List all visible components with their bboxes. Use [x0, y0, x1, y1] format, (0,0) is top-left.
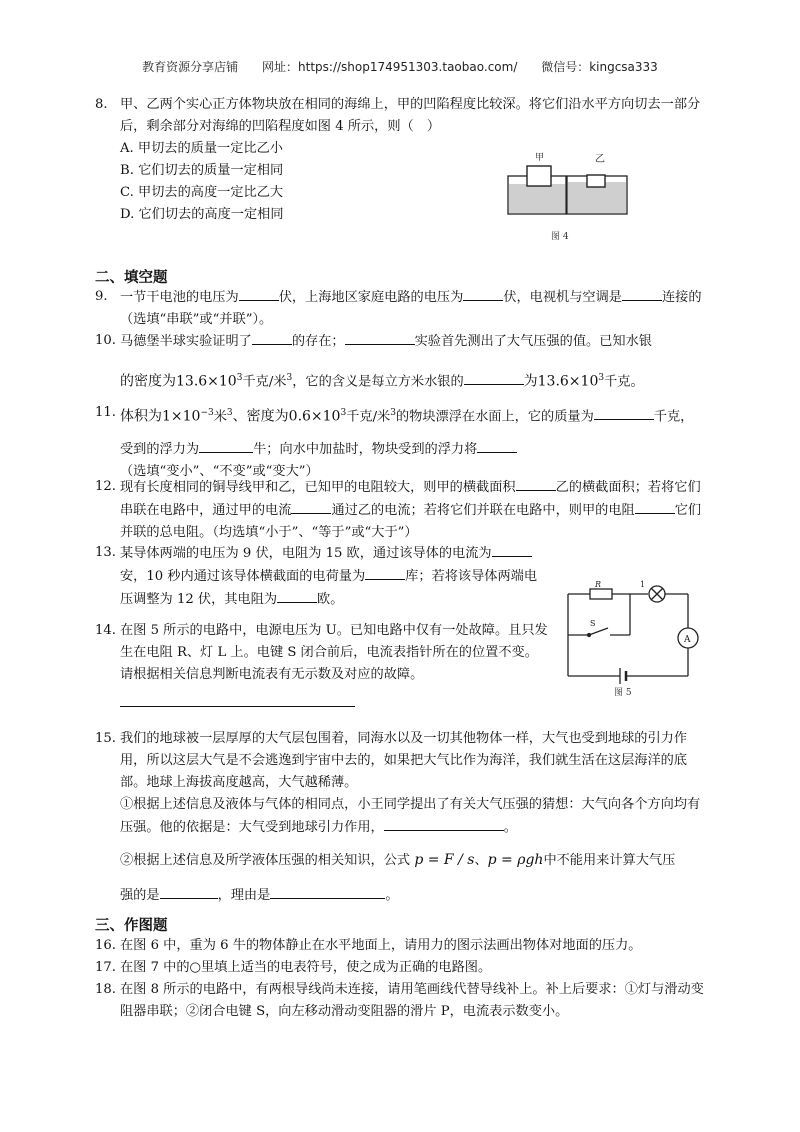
answer-blank[interactable]	[270, 884, 385, 899]
question-12	[95, 476, 710, 544]
label-jia: 甲	[535, 153, 545, 163]
q15-sub-1-end: 。	[503, 820, 517, 835]
question-number: 8.	[95, 97, 108, 112]
q13-text-2: 安，10 秒内通过该导体横截面的电荷量为	[120, 569, 366, 584]
label-yi: 乙	[595, 154, 605, 165]
q11-text-7: 受到的浮力为	[120, 442, 200, 458]
figure-4-drawing	[505, 146, 635, 246]
question-9	[95, 286, 710, 331]
q10-sup-3: 3	[598, 373, 605, 383]
answer-blank[interactable]	[365, 565, 405, 580]
question-number: 13.	[95, 545, 116, 560]
q15-sub-2b: 中不能用来计算大气压	[543, 853, 676, 868]
q18-text: 在图 8 所示的电路中，有两根导线尚未连接，请用笔画线代替导线补上。补上后要求：①灯与滑动变阻器串联；②闭合电键 S，向左移动滑动变阻器的滑片 P，电流表示数变小。	[120, 982, 704, 1019]
question-number: 16.	[95, 938, 116, 953]
q13-text-1: 某导体两端的电压为 9 伏，电阻为 15 欧，通过该导体的电流为	[120, 546, 492, 561]
question-14	[95, 620, 550, 715]
q11-text-5: 的物块漂浮在水面上，它的质量为	[395, 409, 594, 425]
question-number: 15.	[95, 731, 116, 746]
q11-text-4: 千克/米	[346, 409, 391, 425]
figure-5-caption: 图 5	[614, 688, 632, 698]
option-c[interactable]: C. 甲切去的高度一定比乙大	[120, 185, 284, 200]
answer-blank[interactable]	[120, 692, 355, 707]
q11-text-8: 牛；向水中加盐时，物块受到的浮力将	[253, 442, 478, 458]
question-15	[95, 728, 710, 907]
q15-sep: 、	[474, 853, 488, 868]
q15-sub-2d: ，理由是	[217, 888, 271, 903]
question-number: 10.	[95, 333, 116, 348]
question-13	[95, 542, 550, 611]
block-jia	[527, 166, 551, 186]
q10-text-5: 千克/米	[242, 374, 287, 390]
label-A: A	[684, 635, 691, 645]
q10-math-2: 为13.6×10	[523, 373, 599, 390]
q12-text-3: 通过乙的电流；若将它们并联在电路中，则甲的电阻	[331, 503, 635, 518]
q11-text-6: 千克，	[653, 409, 694, 425]
q9-text-2: 伏，上海地区家庭电路的电压为	[278, 290, 464, 305]
q11-text-9: （选填“变小”、“不变”或“变大”）	[120, 464, 319, 480]
q9-text-4: 连接的（选填“串联”或“并联”）。	[120, 290, 702, 327]
q11-sup-3: 3	[340, 408, 347, 418]
q13-text-4: 欧。	[317, 592, 344, 607]
figure-4	[505, 146, 635, 246]
wechat-id: 微信号：kingcsa333	[541, 60, 658, 74]
answer-blank[interactable]	[635, 499, 675, 514]
q9-text-1: 一节干电池的电压为	[120, 290, 239, 305]
answer-blank[interactable]	[492, 542, 532, 557]
answer-blank[interactable]	[291, 499, 331, 514]
answer-blank[interactable]	[477, 438, 517, 453]
q11-sup-1: −3	[200, 408, 214, 418]
question-16	[95, 935, 710, 957]
answer-blank[interactable]	[252, 330, 292, 345]
q10-math-1: 的密度为13.6×10	[120, 373, 237, 390]
q13-text-3: 库；若将该导体两端电压调整为 12 伏，其电阻为	[120, 569, 538, 607]
answer-blank[interactable]	[594, 405, 654, 420]
q11-text-2: 米	[213, 409, 227, 425]
q10-text-3: 实验首先测出了大气压强的值。已知水银	[414, 334, 652, 349]
q15-intro: 我们的地球被一层厚厚的大气层包围着，同海水以及一切其他物体一样，大气也受到地球的引力作用，所以这层大气是不会逃逸到宇宙中去的，如果把大气比作为海洋，我们就生活在这层海洋的底部。地球上海拔高度越高，大气越稀薄。	[120, 731, 688, 790]
q11-sup-4: 3	[390, 408, 396, 418]
answer-blank[interactable]	[622, 286, 662, 301]
q10-text-8: 千克。	[604, 374, 644, 390]
q10-text-2: 的存在；	[291, 334, 345, 349]
figure-5	[560, 580, 715, 698]
section-heading-fill: 二、填空题	[95, 270, 168, 286]
label-L: 1	[640, 580, 646, 589]
q11-math-3: 、密度为0.6×10	[232, 408, 341, 425]
section-heading-drawing: 三、作图题	[95, 918, 168, 934]
question-number: 14.	[95, 623, 116, 638]
answer-blank[interactable]	[516, 476, 556, 491]
q15-sub-2c: 强的是	[120, 888, 160, 903]
question-number: 17.	[95, 960, 116, 975]
shop-name: 教育资源分享店铺	[142, 60, 239, 74]
shop-url: 网址：https://shop174951303.taobao.com/	[262, 60, 518, 74]
q10-sup-2: 3	[286, 373, 293, 383]
question-text: 甲、乙两个实心正方体物块放在相同的海绵上，甲的凹陷程度比较深。将它们沿水平方向切去一部分后，剩余部分对海绵的凹陷程度如图 4 所示，则（ ）	[120, 97, 701, 134]
answer-blank[interactable]	[199, 438, 253, 453]
q17-text: 在图 7 中的○里填上适当的电表符号，使之成为正确的电路图。	[120, 960, 492, 975]
q15-sub-1: ①根据上述信息及液体与气体的相同点，小王同学提出了有关大气压强的猜想：大气向各个方向均有压强。他的依据是：大气受到地球引力作用，	[120, 797, 701, 835]
q15-sub-2e: 。	[385, 888, 399, 903]
option-d[interactable]: D. 它们切去的高度一定相同	[120, 207, 284, 222]
question-10	[95, 330, 710, 393]
q10-sup-1: 3	[236, 373, 243, 383]
label-R: R	[595, 580, 602, 589]
q12-text-2: 乙的横截面积；若将它们串联在电路中，通过甲的电流	[120, 480, 701, 518]
question-number: 12.	[95, 479, 116, 494]
q16-text: 在图 6 中，重为 6 牛的物体静止在水平地面上，请用力的图示法画出物体对地面的压力。	[120, 938, 642, 953]
answer-blank[interactable]	[277, 588, 317, 603]
figure-5-circuit	[560, 580, 715, 698]
answer-blank[interactable]	[464, 370, 524, 385]
formula-liquid-pressure: p = ρgh	[487, 852, 544, 868]
q9-text-3: 伏，电视机与空调是	[503, 290, 622, 305]
question-11	[95, 402, 710, 483]
option-b[interactable]: B. 它们切去的质量一定相同	[120, 163, 284, 178]
answer-blank[interactable]	[463, 286, 503, 301]
q12-text-4: 它们并联的总电阻。（均选填“小于”、“等于”或“大于”）	[120, 503, 702, 540]
question-number: 18.	[95, 982, 116, 997]
answer-blank[interactable]	[239, 286, 279, 301]
label-S: S	[590, 619, 596, 628]
block-yi	[587, 175, 605, 187]
q11-math-1: 体积为1×10	[120, 408, 201, 425]
q10-text-6: ，它的含义是每立方米水银的	[292, 374, 464, 390]
question-17	[95, 957, 710, 979]
q14-text: 在图 5 所示的电路中，电源电压为 U。已知电路中仅有一处故障。且只发生在电阻 R、灯 L 上。电键 S 闭合前后，电流表指针所在的位置不变。请根据相关信息判断电流表有无示数及对应的故障。	[120, 623, 548, 682]
answer-blank[interactable]	[384, 816, 504, 831]
answer-blank[interactable]	[160, 884, 218, 899]
option-a[interactable]: A. 甲切去的质量一定比乙小	[120, 141, 283, 156]
question-18	[95, 979, 710, 1023]
q15-sub-2a: ②根据上述信息及所学液体压强的相关知识，公式	[120, 853, 411, 868]
formula-pressure: p = F / s	[414, 852, 475, 868]
question-number: 11.	[95, 405, 116, 420]
figure-4-caption: 图 4	[551, 232, 569, 242]
q11-sup-2: 3	[226, 408, 233, 418]
question-number: 9.	[95, 289, 108, 304]
answer-blank[interactable]	[345, 330, 415, 345]
q10-text-1: 马德堡半球实验证明了	[120, 334, 252, 349]
page-header	[0, 58, 800, 75]
q12-text-1: 现有长度相同的铜导线甲和乙，已知甲的电阻较大，则甲的横截面积	[120, 480, 516, 495]
